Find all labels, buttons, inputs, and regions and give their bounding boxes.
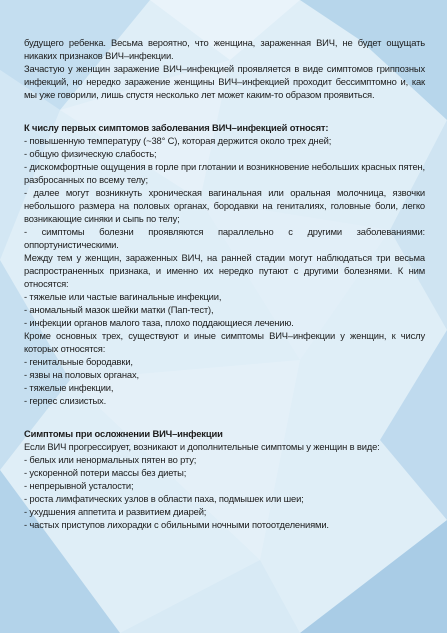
list-item: - белых или ненормальных пятен во рту;: [24, 454, 197, 465]
list-item: - непрерывной усталости;: [24, 480, 134, 491]
bg-shard: [120, 560, 300, 633]
list-item: - частых приступов лихорадки с обильными ночными потоотделениями.: [24, 519, 329, 530]
section1-heading: К числу первых симптомов заболевания ВИЧ–инфекцией относят:: [24, 122, 329, 133]
other-symptoms-paragraph: Кроме основных трех, существуют и иные симптомы ВИЧ–инфекции у женщин, к числу которых относятся:: [24, 330, 425, 354]
intro-paragraph-2: Зачастую у женщин заражение ВИЧ–инфекцией проявляется в виде симптомов гриппозных инфекций, но нередко заражение женщины ВИЧ–инфекцией проходит бессимптомно и, как мы уже говорили, лишь спустя несколько лет может каким-то образом проявиться.: [24, 63, 425, 100]
list-item: - роста лимфатических узлов в области паха, подмышек или шеи;: [24, 493, 304, 504]
intro-paragraph-1: будущего ребенка. Весьма вероятно, что женщина, зараженная ВИЧ, не будет ощущать никаких признаков ВИЧ–инфекции.: [24, 37, 425, 61]
list-item: - ухудшения аппетита и развитием диарей;: [24, 506, 207, 517]
list-item: - аномальный мазок шейки матки (Пап-тест),: [24, 304, 214, 315]
list-item: - симптомы болезни проявляются параллельно с другими заболеваниями: оппортунистическими.: [24, 226, 425, 250]
list-item: - далее могут возникнуть хроническая вагинальная или оральная молочница, язвочки небольшого размера на половых органах, бородавки на гениталиях, головные боли, легко возникающие синяки и сыпь по телу;: [24, 187, 425, 224]
list-item: - общую физическую слабость;: [24, 148, 157, 159]
list-item: - повышенную температуру (~38° С), которая держится около трех дней;: [24, 135, 332, 146]
list-item: - язвы на половых органах,: [24, 369, 139, 380]
early-signs-paragraph: Между тем у женщин, зараженных ВИЧ, на ранней стадии могут наблюдаться три весьма распространенных признака, и именно их нередко путают с другими болезнями. К ним относятся:: [24, 252, 425, 289]
list-item: - генитальные бородавки,: [24, 356, 133, 367]
list-item: - тяжелые или частые вагинальные инфекции,: [24, 291, 222, 302]
bg-shard: [300, 520, 447, 633]
list-item: - дискомфортные ощущения в горле при глотании и возникновение небольших красных пятен, разбросанных по всему телу;: [24, 161, 425, 185]
list-item: - инфекции органов малого таза, плохо поддающиеся лечению.: [24, 317, 294, 328]
list-item: - тяжелые инфекции,: [24, 382, 114, 393]
section2-heading: Симптомы при осложнении ВИЧ–инфекции: [24, 428, 223, 439]
list-item: - герпес слизистых.: [24, 395, 107, 406]
document-page: [24, 36, 425, 531]
list-item: - ускоренной потери массы без диеты;: [24, 467, 187, 478]
complications-paragraph: Если ВИЧ прогрессирует, возникают и дополнительные симптомы у женщин в виде:: [24, 441, 380, 452]
